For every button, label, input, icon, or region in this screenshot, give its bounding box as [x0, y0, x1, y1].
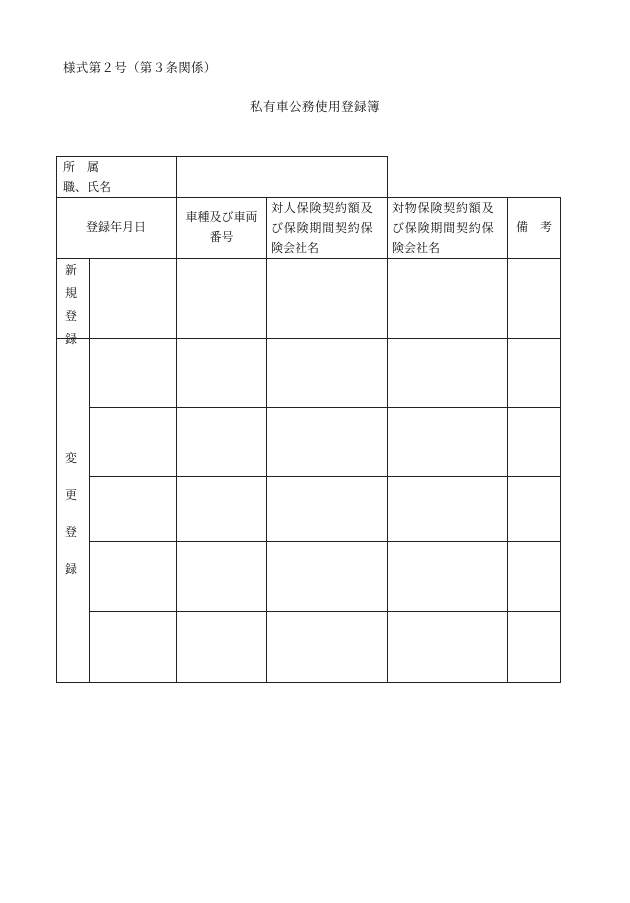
header-property-insurance-2: び保険期間契約保: [392, 221, 495, 235]
table-rule: [56, 258, 560, 259]
position-name-label: 職、氏名: [63, 180, 112, 194]
table-rule: [387, 156, 388, 683]
table-rule: [266, 197, 267, 683]
table-rule: [56, 156, 387, 157]
table-rule: [56, 682, 560, 683]
header-remarks: 備 考: [515, 220, 552, 234]
header-vehicle-type-2: 番号: [209, 230, 234, 244]
table-rule: [89, 611, 560, 612]
affiliation-label: 所 属: [63, 160, 100, 174]
header-vehicle-type-1: 車種及び車両: [185, 210, 258, 224]
header-personal-insurance-3: 険会社名: [271, 241, 320, 255]
header-registration-date: 登録年月日: [85, 220, 146, 234]
header-personal-insurance-2: び保険期間契約保: [271, 221, 374, 235]
table-rule: [89, 541, 560, 542]
change-registration-label: 変 更 登 録: [64, 451, 77, 576]
table-rule: [89, 407, 560, 408]
form-number-label: 様式第２号（第３条関係）: [63, 60, 217, 75]
table-rule: [560, 197, 561, 683]
table-rule: [89, 476, 560, 477]
document-title: 私有車公務使用登録簿: [249, 99, 380, 114]
header-property-insurance-1: 対物保険契約額及: [392, 201, 495, 215]
new-registration-label: 新 規 登 録: [64, 263, 77, 346]
header-property-insurance-3: 険会社名: [392, 241, 441, 255]
header-personal-insurance-1: 対人保険契約額及: [271, 201, 374, 215]
table-rule: [89, 258, 90, 683]
table-rule: [507, 197, 508, 683]
table-rule: [56, 338, 560, 339]
